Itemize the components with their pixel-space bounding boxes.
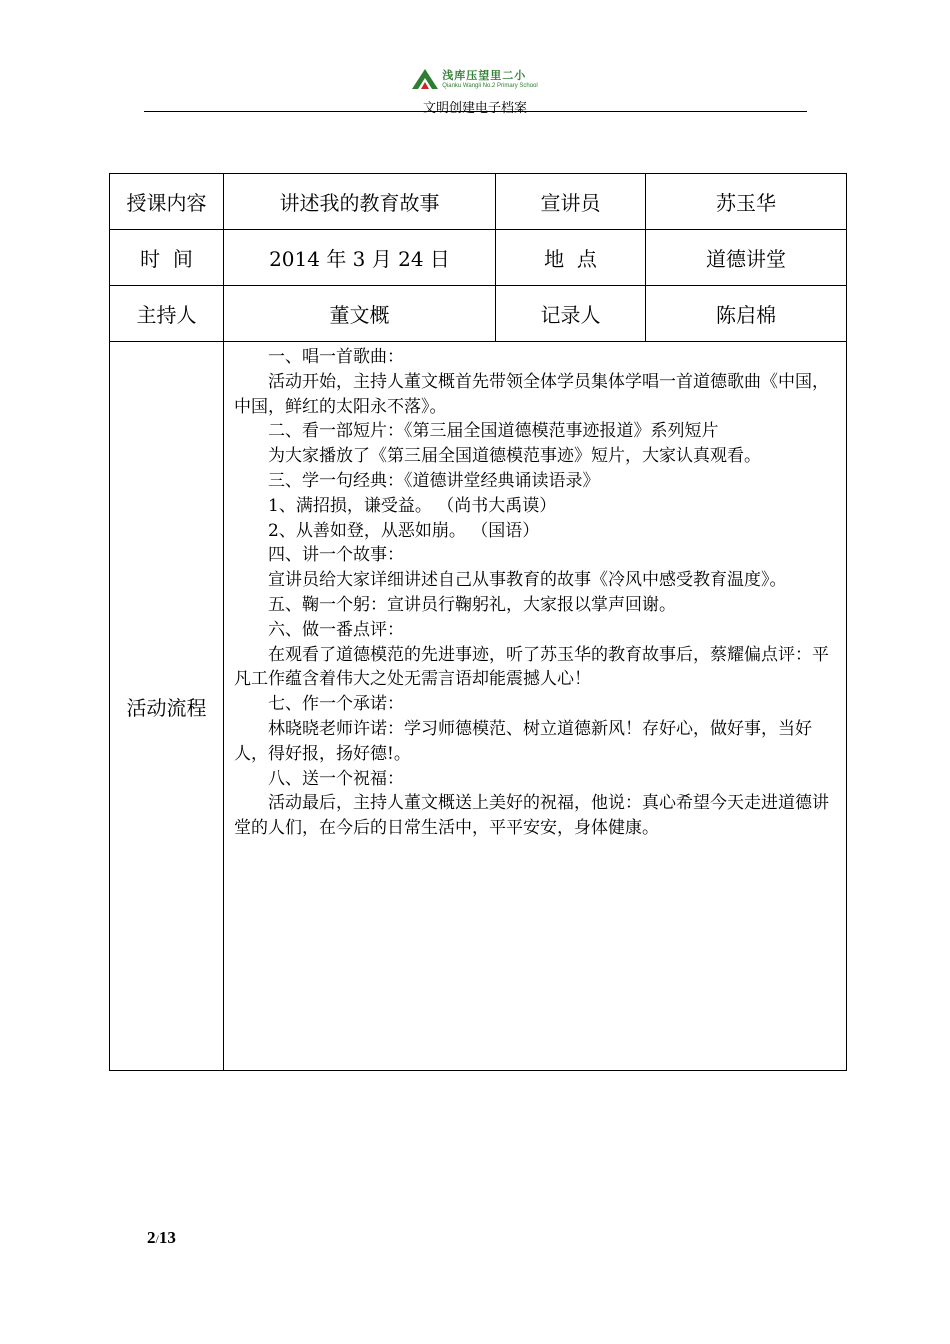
- flow-paragraph: 四、讲一个故事：: [268, 545, 404, 566]
- flow-paragraph: 六、做一番点评：: [268, 619, 404, 640]
- flow-paragraph: 林晓晓老师许诺：学习师德模范、树立道德新风！存好心，做好事，当好人，得好报，扬好德!。: [234, 718, 812, 764]
- flow-paragraph: 七、作一个承诺：: [268, 694, 404, 715]
- flow-paragraph: 1、满招损，谦受益。 （尚书大禹谟）: [268, 495, 557, 516]
- host-label: 主持人: [110, 286, 224, 342]
- logo-english-name: Qianku Wangli No.2 Primary School: [442, 82, 538, 89]
- page-header: [0, 64, 950, 116]
- flow-paragraph: 一、唱一首歌曲：: [268, 347, 404, 367]
- flow-paragraph: 活动最后，主持人董文概送上美好的祝福，他说：真心希望今天走进道德讲堂的人们，在今后的日常生活中，平平安安，身体健康。: [234, 793, 829, 839]
- mountain-logo-icon: [412, 67, 438, 91]
- page-current: 2: [147, 1228, 156, 1247]
- time-label: 时 间: [110, 230, 224, 286]
- location-value: 道德讲堂: [646, 230, 847, 286]
- flow-paragraph: 2、从善如登，从恶如崩。 （国语）: [268, 520, 540, 541]
- flow-paragraph: 宣讲员给大家详细讲述自己从事教育的故事《冷风中感受教育温度》。: [268, 570, 787, 591]
- course-content-label: 授课内容: [110, 174, 224, 230]
- flow-paragraph: 二、看一部短片：《第三届全国道德模范事迹报道》系列短片: [268, 421, 719, 442]
- page-total: 13: [158, 1228, 176, 1247]
- flow-paragraph: 三、学一句经典：《道德讲堂经典诵读语录》: [268, 470, 600, 491]
- header-subtitle: 文明创建电子档案: [422, 101, 527, 116]
- activity-flow-content: [224, 342, 847, 1071]
- header-divider: [144, 111, 807, 112]
- location-label: 地 点: [496, 230, 646, 286]
- flow-paragraph: 在观看了道德模范的先进事迹，听了苏玉华的教育故事后，蔡耀偏点评：平凡工作蕴含着伟大之处无需言语却能震撼人心！: [234, 644, 829, 690]
- time-value: 2014 年 3 月 24 日: [224, 230, 496, 286]
- speaker-label: 宣讲员: [496, 174, 646, 230]
- recorder-label: 记录人: [496, 286, 646, 342]
- table-row: [110, 286, 847, 342]
- table-row: [110, 174, 847, 230]
- table-row: [110, 342, 847, 1071]
- activity-record-table: [109, 173, 847, 1071]
- page-number: [147, 1228, 176, 1248]
- host-value: 董文概: [224, 286, 496, 342]
- activity-flow-label: 活动流程: [110, 342, 224, 1071]
- flow-paragraph: 八、送一个祝福：: [268, 768, 404, 789]
- school-logo: [0, 64, 950, 94]
- flow-paragraph: 活动开始，主持人董文概首先带领全体学员集体学唱一首道德歌曲《中国，中国，鲜红的太阳永不落》。: [234, 371, 829, 417]
- flow-paragraph: 为大家播放了《第三届全国道德模范事迹》短片，大家认真观看。: [268, 446, 761, 467]
- recorder-value: 陈启棉: [646, 286, 847, 342]
- speaker-value: 苏玉华: [646, 174, 847, 230]
- table-row: [110, 230, 847, 286]
- logo-chinese-name: 浅库压望里二小: [442, 68, 527, 82]
- page-separator: /: [155, 1232, 159, 1246]
- course-content-value: 讲述我的教育故事: [224, 174, 496, 230]
- flow-paragraph: 五、鞠一个躬：宣讲员行鞠躬礼，大家报以掌声回谢。: [268, 594, 676, 615]
